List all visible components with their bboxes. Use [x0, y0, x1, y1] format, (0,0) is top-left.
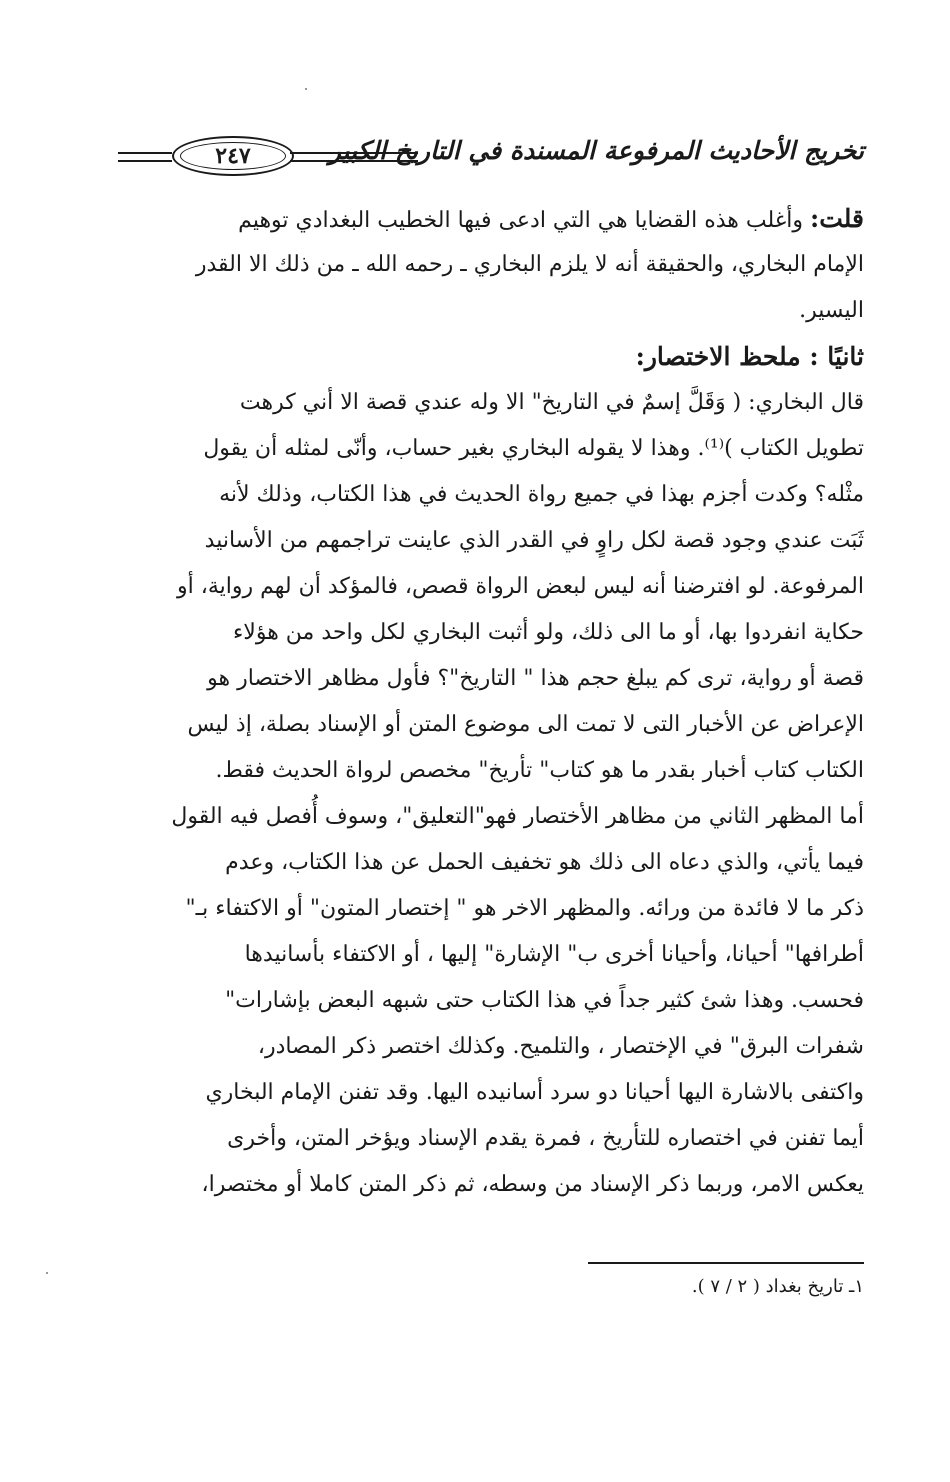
lead-word: قلت: — [809, 204, 864, 233]
paragraph-line: أيما تفنن في اختصاره للتأريخ ، فمرة يقدم الإسناد ويؤخر المتن، وأخرى — [227, 1126, 864, 1151]
paragraph-line: ذكر ما لا فائدة من ورائه. والمظهر الاخر هو " إختصار المتون" أو الاكتفاء بـ" — [185, 896, 864, 921]
page-speck — [46, 1272, 48, 1274]
paragraph-line: تطويل الكتاب )⁽¹⁾. وهذا لا يقوله البخاري بغير حساب، وأنّى لمثله أن يقول — [203, 436, 864, 461]
paragraph-line: أطرافها" أحيانا، وأحيانا أخرى ب" الإشارة" إليها ، أو الاكتفاء بأسانيدها — [244, 942, 864, 967]
paragraph-line: واكتفى بالاشارة اليها أحيانا دو سرد أسانيده اليها. وقد تفنن الإمام البخاري — [205, 1080, 864, 1105]
page-number: ٢٤٧ — [180, 142, 286, 170]
paragraph-line: الإمام البخاري، والحقيقة أنه لا يلزم البخاري ـ رحمه الله ـ من ذلك الا القدر — [195, 252, 864, 277]
paragraph-line: فحسب. وهذا شئ كثير جداً في هذا الكتاب حتى شبهه البعض بإشارات" — [225, 988, 864, 1013]
header-rule-left — [118, 152, 172, 162]
paragraph-line: قال البخاري: ( وَقَلَّ إسمٌ في التاريخ" الا وله عندي قصة الا أني كرهت — [239, 390, 864, 415]
paragraph-line: شفرات البرق" في الإختصار ، والتلميح. وكذلك اختصر ذكر المصادر، — [257, 1034, 864, 1059]
paragraph-line: فيما يأتي، والذي دعاه الى ذلك هو تخفيف الحمل عن هذا الكتاب، وعدم — [225, 850, 864, 875]
footnote: ١ـ تاريخ بغداد ( ٢ / ٧ ). — [691, 1276, 864, 1297]
section-heading: ثانيًا : ملحظ الاختصار: — [635, 342, 864, 371]
running-header — [118, 132, 864, 182]
paragraph-line: حكاية انفردوا بها، أو ما الى ذلك، ولو أثبت البخاري لكل واحد من هؤلاء — [232, 620, 864, 645]
page-number-badge — [172, 136, 294, 176]
paragraph-line: يعكس الامر، وربما ذكر الإسناد من وسطه، ثم ذكر المتن كاملا أو مختصرا، — [201, 1172, 864, 1197]
line-text: وأغلب هذه القضايا هي التي ادعى فيها الخطيب البغدادي توهيم — [238, 208, 810, 233]
paragraph-line: أما المظهر الثاني من مظاهر الأختصار فهو"التعليق"، وسوف أُفصل فيه القول — [171, 804, 864, 829]
paragraph-line: ثَبَت عندي وجود قصة لكل راوٍ في القدر الذي عاينت تراجمهم من الأسانيد — [204, 528, 864, 553]
paragraph-line: قصة أو رواية، ترى كم يبلغ حجم هذا " التاريخ"؟ فأول مظاهر الاختصار هو — [207, 666, 864, 691]
paragraph-line: الإعراض عن الأخبار التى لا تمت الى موضوع المتن أو الإسناد بصلة، إذ ليس — [187, 712, 864, 737]
page-speck — [305, 88, 307, 90]
paragraph-line: الكتاب كتاب أخبار بقدر ما هو كتاب" تأريخ" مخصص لرواة الحديث فقط. — [215, 758, 864, 783]
paragraph-line — [118, 196, 864, 242]
paragraph-line: المرفوعة. لو افترضنا أنه ليس لبعض الرواة قصص، فالمؤكد أن لهم رواية، أو — [177, 574, 864, 599]
footnote-separator — [588, 1262, 864, 1264]
body-text — [118, 196, 864, 1208]
running-title: تخريج الأحاديث المرفوعة المسندة في التاريخ الكبير — [328, 136, 864, 165]
paragraph-line: اليسير. — [799, 298, 864, 323]
paragraph-line: مثْله؟ وكدت أجزم بهذا في جميع رواة الحديث في هذا الكتاب، وذلك لأنه — [219, 482, 864, 507]
